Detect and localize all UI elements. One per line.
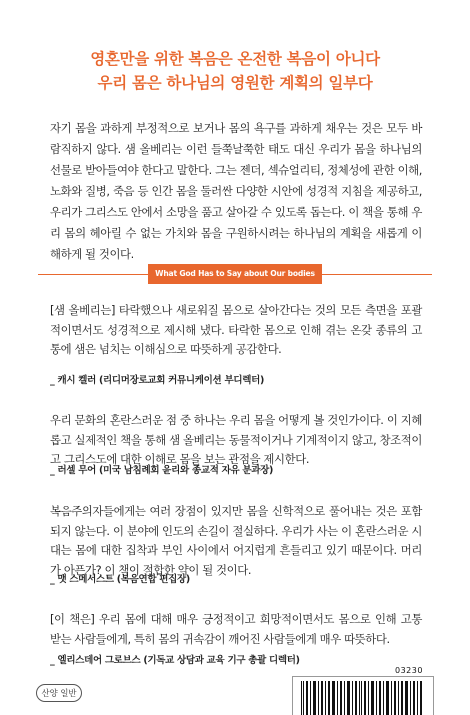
review-3-text: 복음주의자들에게는 여러 장점이 있지만 몸을 신학적으로 풀어내는 것은 포함되지 않는다. 이 분야에 인도의 손길이 절실하다. 우리가 사는 이 혼란스러운 시대는 몸에 대한 집착과 부인 사이에서 어지럽게 흔들리고 있기 때문이다. 머리가 아픈가? 이 책이 적합한 약이 될 것이다.: [50, 504, 422, 577]
review-2-credit: _ 러셀 무어 (미국 남침례회 윤리와 종교적 자유 분과장): [50, 465, 274, 476]
headline-line-2: 우리 몸은 하나님의 영원한 계획의 일부다: [97, 74, 373, 92]
headline-line-1: 영혼만을 위한 복음은 온전한 복음이 아니다: [90, 50, 380, 68]
barcode-addon-number: 03230: [395, 666, 423, 675]
review-4-credit: _ 엘리스데어 그로브스 (기독교 상담과 교육 기구 총괄 디렉터): [50, 655, 300, 666]
review-2-text: 우리 문화의 혼란스러운 점 중 하나는 우리 몸을 어떻게 볼 것인가이다. 이 지혜롭고 실제적인 책을 통해 샘 올베리는 동물적이거나 기계적이지 않고, 창조적이고 그리스도에 대한 이해로 몸을 보는 관점을 제시한다.: [50, 413, 422, 466]
banner-rule-left: [38, 274, 148, 275]
barcode-bars: [301, 681, 425, 715]
subtitle-banner: What God Has to Say about Our bodies: [148, 264, 322, 284]
publisher-logo: 산양 일반: [36, 684, 82, 702]
review-1-text: [샘 올베리는] 타락했으나 새로워질 몸으로 살아간다는 것의 모든 측면을 포괄적이면서도 성경적으로 제시해 냈다. 타락한 몸으로 인해 겪는 온갖 종류의 고통에 샘은 넘치는 이해심으로 따뜻하게 공감한다.: [50, 303, 422, 356]
review-3-credit: _ 맷 스메서스트 (복음연합 편집장): [50, 574, 190, 585]
review-1-credit: _ 캐시 켈러 (리디머장로교회 커뮤니케이션 부디렉터): [50, 375, 264, 386]
intro-paragraph: 자기 몸을 과하게 부정적으로 보거나 몸의 욕구를 과하게 채우는 것은 모두 바람직하지 않다. 샘 올베리는 이런 들쭉날쭉한 태도 대신 우리가 몸을 하나님의 선물로 받아들여야 한다고 말한다. 그는 젠더, 섹슈얼리티, 정체성에 관한 이해, 노화와 질병, 죽음 등 인간 몸을 둘러싼 다양한 시안에 성경적 지침을 제공하고, 우리가 그리스도 안에서 소망을 품고 살아갈 수 있도록 돕는다. 이 책을 통해 우리 몸의 헤아릴 수 없는 가치와 몸을 구원하시려는 하나님의 계획을 새롭게 이해하게 될 것이다.: [50, 121, 422, 261]
review-4-text: [이 책은] 우리 몸에 대해 매우 긍정적이고 희망적이면서도 몸으로 인해 고통 받는 사람들에게, 특히 몸의 귀속감이 깨어진 사람들에게 매우 따뜻하다.: [50, 612, 422, 646]
isbn-barcode: [292, 676, 434, 715]
banner-rule-right: [322, 274, 432, 275]
